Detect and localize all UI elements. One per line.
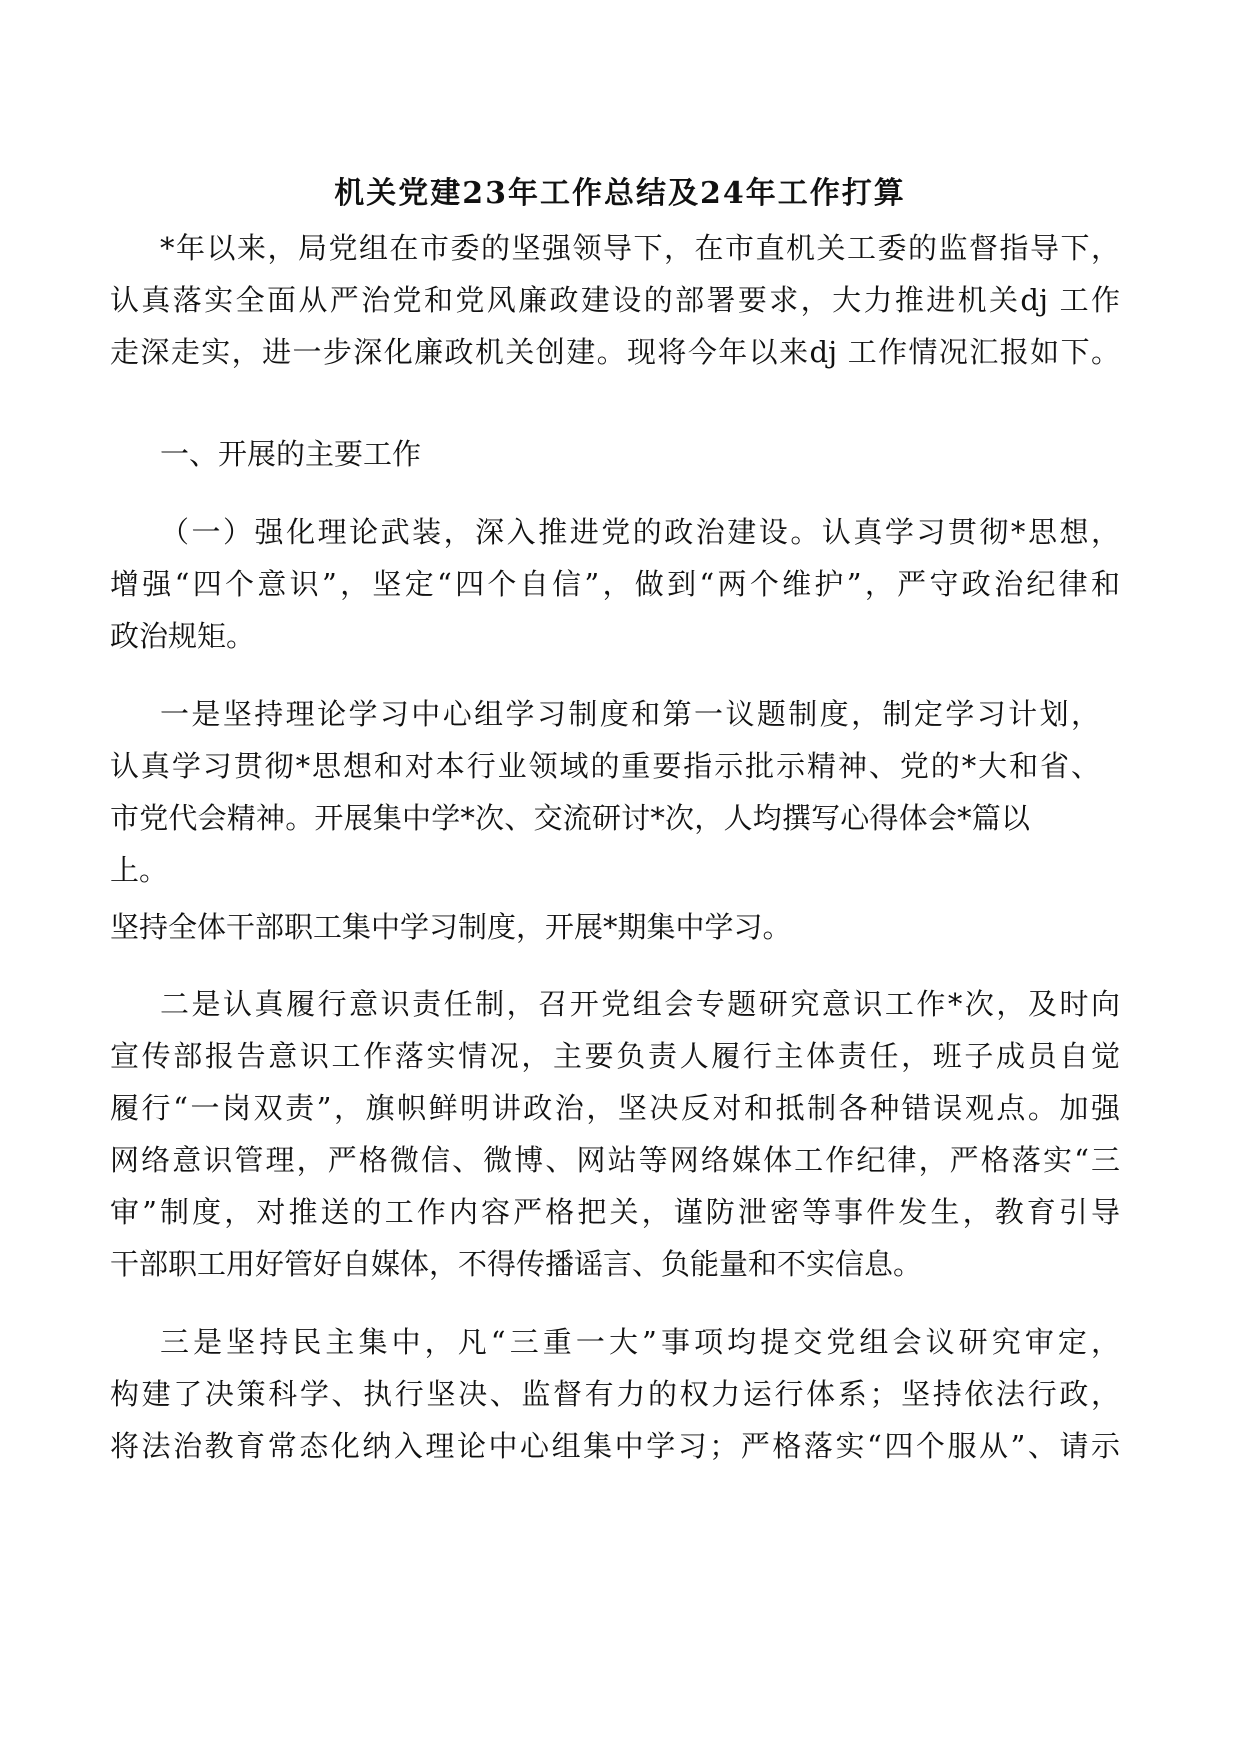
paragraph-line: 市党代会精神。开展集中学*次、交流研讨*次，人均撰写心得体会*篇以: [110, 801, 1030, 835]
paragraph-line: 构建了决策科学、执行坚决、监督有力的权力运行体系；坚持依法行政，: [110, 1377, 1120, 1411]
paragraph-line: 将法治教育常态化纳入理论中心组集中学习；严格落实“四个服从”、请示: [110, 1429, 1120, 1463]
paragraph-line: 审”制度，对推送的工作内容严格把关，谨防泄密等事件发生，教育引导: [110, 1195, 1120, 1229]
paragraph-line: 上。: [110, 853, 169, 887]
paragraph-line: 干部职工用好管好自媒体，不得传播谣言、负能量和不实信息。: [110, 1247, 923, 1281]
paragraph-line: *年以来，局党组在市委的坚强领导下，在市直机关工委的监督指导下，: [160, 231, 1120, 265]
paragraph-line: 履行“一岗双责”，旗帜鲜明讲政治，坚决反对和抵制各种错误观点。加强: [110, 1091, 1120, 1125]
document-title: 机关党建23年工作总结及24年工作打算: [334, 176, 906, 211]
paragraph-line: 认真学习贯彻*思想和对本行业领域的重要指示批示精神、党的*大和省、: [110, 749, 1100, 783]
paragraph-line: 走深走实，进一步深化廉政机关创建。现将今年以来dj 工作情况汇报如下。: [110, 335, 1120, 369]
paragraph-line: 一是坚持理论学习中心组学习制度和第一议题制度，制定学习计划，: [160, 697, 1100, 731]
paragraph-line: 宣传部报告意识工作落实情况，主要负责人履行主体责任，班子成员自觉: [110, 1039, 1120, 1073]
paragraph-line: 二是认真履行意识责任制，召开党组会专题研究意识工作*次，及时向: [160, 987, 1120, 1021]
paragraph-line: 增强“四个意识”，坚定“四个自信”，做到“两个维护”，严守政治纪律和: [110, 567, 1120, 601]
paragraph-line: （一）强化理论武装，深入推进党的政治建设。认真学习贯彻*思想，: [160, 515, 1120, 549]
paragraph-line: 坚持全体干部职工集中学习制度，开展*期集中学习。: [110, 910, 792, 944]
paragraph-line: 网络意识管理，严格微信、微博、网站等网络媒体工作纪律，严格落实“三: [110, 1143, 1120, 1177]
paragraph-line: 三是坚持民主集中，凡“三重一大”事项均提交党组会议研究审定，: [160, 1325, 1120, 1359]
paragraph-line: 政治规矩。: [110, 619, 256, 653]
section-heading: 一、开展的主要工作: [160, 437, 422, 471]
paragraph-line: 认真落实全面从严治党和党风廉政建设的部署要求，大力推进机关dj 工作: [110, 283, 1120, 317]
